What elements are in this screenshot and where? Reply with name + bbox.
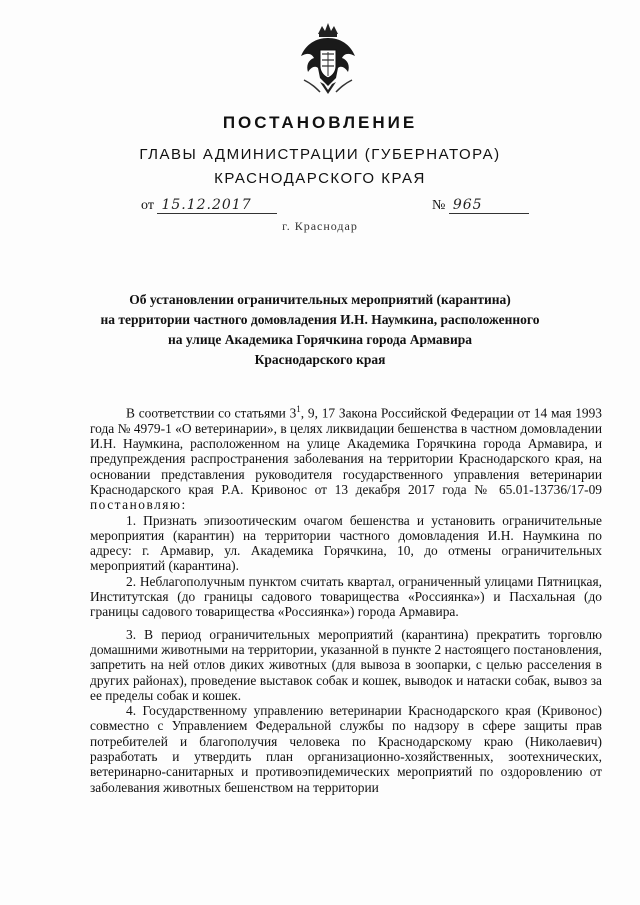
clause-1: 1. Признать эпизоотическим очагом бешенства и установить ограничительные мероприятия (карантин) на территории частного домовладения И.Н. Наумкина по адресу: г. Армавир, ул. Академика Горячкина, 10, до отмены ограничительных мероприятий (карантина).: [90, 512, 602, 574]
preamble-paragraph: [90, 402, 602, 513]
clause-4: 4. Государственному управлению ветеринарии Краснодарского края (Кривонос) совместно с Управлением Федеральной службы по надзору в сфере защиты прав потребителей и благополучия человека по Краснодарскому краю (Николаевич) разработать и утвердить план организационно-хозяйственных, зоотехнических, ветеринарно-санитарных и противоэпидемических мероприятий по оздоровлению от заболевания животных бешенством на территории: [90, 703, 602, 795]
title-line: на улице Академика Горячкина города Армавира: [167, 332, 473, 347]
number-handwritten: 965: [449, 197, 529, 214]
decree-word: постановляю:: [90, 497, 187, 513]
doc-type-heading: ПОСТАНОВЛЕНИЕ: [222, 113, 418, 132]
issuer-heading-line1: ГЛАВЫ АДМИНИСТРАЦИИ (ГУБЕРНАТОРА): [139, 146, 501, 163]
date-handwritten: 15.12.2017: [157, 197, 277, 214]
date-prefix: от: [141, 198, 154, 213]
document-title: [90, 290, 550, 370]
preamble-text-a: В соответствии со статьями 3: [126, 405, 297, 421]
document-body: [90, 402, 602, 795]
title-line: на территории частного домовладения И.Н. Наумкина, расположенного: [100, 312, 540, 327]
preamble-superscript: 1: [296, 404, 301, 414]
coat-of-arms-emblem: [298, 20, 358, 98]
clause-3: 3. В период ограничительных мероприятий (карантина) прекратить торговлю домашними животными на территории, указанной в пункте 2 настоящего постановления, запретить на ней отлов диких животных (для вывоза в зоопарки, с целью расселения в других районах), проведение выставок собак и кошек, выводок и натаски собак, вывоз за ее пределы собак и кошек.: [90, 626, 602, 703]
number-prefix: №: [432, 198, 446, 213]
issuer-heading-line2: КРАСНОДАРСКОГО КРАЯ: [214, 170, 426, 187]
title-line: Краснодарского края: [254, 352, 386, 367]
city-label: г. Краснодар: [282, 219, 358, 233]
date-line: [141, 197, 277, 214]
title-line: Об установлении ограничительных мероприятий (карантина): [129, 292, 511, 307]
number-line: [432, 197, 529, 214]
clause-2: 2. Неблагополучным пунктом считать квартал, ограниченный улицами Пятницкая, Институтская (до границы садового товарищества «Россиянка») и Пасхальная (до границы садового товарищества «Россиянка») города Армавира.: [90, 573, 602, 620]
preamble-text-b: , 9, 17 Закона Российской Федерации от 14 мая 1993 года № 4979-1 «О ветеринарии», в целях ликвидации бешенства в частном домовладении И.Н. Наумкина, расположенном на улице Академика Горячкина города Армавира, и предупреждения распространения заболевания на территории Краснодарского края, на основании представления руководителя государственного управления ветеринарии Краснодарского края Р.А. Кривонос от 13 декабря 2017 года № 65.01-13736/17-09: [90, 405, 602, 497]
